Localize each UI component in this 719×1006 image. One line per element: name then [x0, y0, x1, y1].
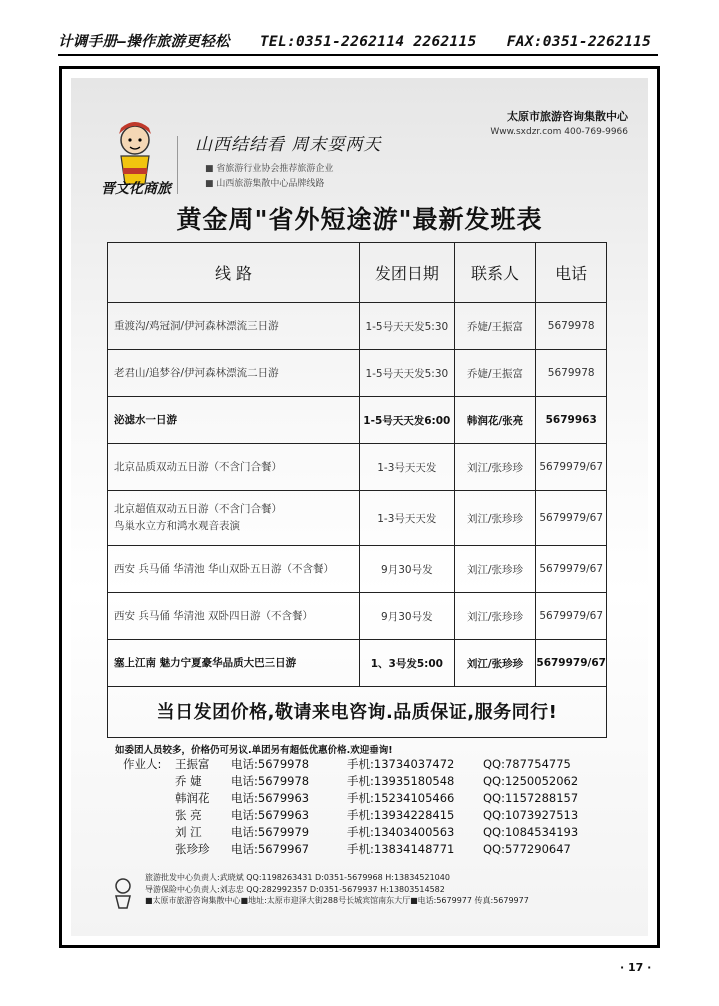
brand-points — [205, 162, 333, 192]
page-header — [58, 30, 658, 56]
footer-line: ■太原市旅游咨询集散中心■地址:太原市迎泽大街288号长城宾馆南东大厅■电话:5679977 传真:5679977 — [145, 896, 529, 905]
logo-text: 晋文化商旅 — [101, 181, 171, 197]
contact-row — [123, 773, 578, 790]
divider — [177, 136, 178, 194]
date-cell: 1-5号天天发5:30 — [359, 303, 454, 350]
date-cell: 9月30号发 — [359, 593, 454, 640]
contact-row — [123, 824, 578, 841]
header-fax: FAX:0351-2262115 — [506, 34, 652, 50]
date-cell: 1-5号天天发6:00 — [359, 397, 454, 444]
mobile-label: 手机: — [347, 808, 374, 822]
date-cell: 1-5号天天发5:30 — [359, 350, 454, 397]
agency-web: Www.sxdzr.com 400-769-9966 — [490, 127, 628, 137]
contact-tel: 5679963 — [257, 791, 310, 805]
route-cell — [108, 491, 360, 546]
contact-qq: 1157288157 — [504, 791, 579, 805]
contact-row — [123, 841, 578, 858]
contact-qq: 1073927513 — [504, 808, 579, 822]
group-note: 如委团人员较多，价格仍可另议.单团另有超低优惠价格.欢迎垂询! — [115, 745, 393, 756]
contact-mobile: 13935180548 — [373, 774, 455, 788]
phone-cell: 5679978 — [536, 350, 607, 397]
contact-name: 乔 婕 — [175, 774, 202, 788]
mobile-label: 手机: — [347, 825, 374, 839]
contact-qq: 577290647 — [504, 842, 571, 856]
route-line: 北京超值双动五日游（不含门合餐） — [114, 503, 282, 515]
table-row — [108, 640, 607, 687]
contact-name: 刘 江 — [175, 825, 202, 839]
route-cell: 西安 兵马俑 华清池 双卧四日游（不含餐） — [108, 593, 360, 640]
col-date: 发团日期 — [359, 243, 454, 303]
page-number: · 17 · — [620, 961, 652, 974]
contact-name: 张珍珍 — [175, 842, 210, 856]
footer-line: 旅游批发中心负责人:武晓斌 QQ:1198263431 D:0351-5679968 H:13834521040 — [145, 873, 450, 882]
phone-cell: 5679979/67 — [536, 546, 607, 593]
headline: 黄金周"省外短途游"最新发班表 — [176, 205, 543, 234]
contact-cell: 刘江/张珍珍 — [454, 640, 536, 687]
contact-row — [123, 756, 578, 773]
table-row — [108, 397, 607, 444]
footer-line: 导游保险中心负责人:刘志忠 QQ:282992357 D:0351-5679937 H:13803514582 — [145, 884, 445, 894]
mobile-label: 手机: — [347, 757, 374, 771]
ad-frame — [59, 66, 660, 948]
qq-label: QQ: — [483, 842, 505, 856]
table-header-row — [108, 243, 607, 303]
contact-tel: 5679979 — [257, 825, 310, 839]
contact-tel: 5679978 — [257, 774, 310, 788]
price-banner: 当日发团价格,敬请来电咨询.品质保证,服务同行! — [107, 684, 607, 738]
table-row — [108, 350, 607, 397]
phone-cell: 5679979/67 — [536, 593, 607, 640]
table-row — [108, 303, 607, 350]
contact-mobile: 13934228415 — [373, 808, 455, 822]
contact-cell: 刘江/张珍珍 — [454, 593, 536, 640]
contact-name: 张 亮 — [175, 808, 202, 822]
tel-label: 电话: — [231, 808, 258, 822]
route-line-2: 鸟巢水立方和鸿水观音表演 — [114, 520, 240, 532]
contact-cell: 乔婕/王振富 — [454, 350, 536, 397]
contact-qq: 1084534193 — [504, 825, 579, 839]
date-cell: 1-3号天天发 — [359, 444, 454, 491]
footer — [111, 872, 611, 920]
phone-cell: 5679979/67 — [536, 444, 607, 491]
slogan: 山西结结看 周末耍两天 — [195, 135, 382, 155]
date-cell: 1-3号天天发 — [359, 491, 454, 546]
phone-cell: 5679963 — [536, 397, 607, 444]
contact-mobile: 13834148771 — [373, 842, 455, 856]
contact-tel: 5679978 — [257, 757, 310, 771]
mobile-label: 手机: — [347, 774, 374, 788]
contact-tel: 5679967 — [257, 842, 310, 856]
contact-cell: 刘江/张珍珍 — [454, 444, 536, 491]
table-row — [108, 444, 607, 491]
tel-label: 电话: — [231, 791, 258, 805]
mobile-label: 手机: — [347, 791, 374, 805]
route-cell: 泌滤水一日游 — [108, 397, 360, 444]
phone-cell: 5679979/67 — [536, 491, 607, 546]
footer-lines — [145, 872, 529, 907]
table-row — [108, 546, 607, 593]
qq-label: QQ: — [483, 808, 505, 822]
col-phone: 电话 — [536, 243, 607, 303]
contact-row — [123, 807, 578, 824]
contact-mobile: 13734037472 — [373, 757, 455, 771]
date-cell: 9月30号发 — [359, 546, 454, 593]
contact-cell: 韩润花/张亮 — [454, 397, 536, 444]
col-route: 线 路 — [108, 243, 360, 303]
contact-cell: 刘江/张珍珍 — [454, 546, 536, 593]
qq-label: QQ: — [483, 791, 505, 805]
contacts-label: 作业人: — [123, 757, 162, 771]
contacts-list — [123, 756, 578, 858]
contact-row — [123, 790, 578, 807]
contact-mobile: 15234105466 — [373, 791, 455, 805]
date-cell: 1、3号发5:00 — [359, 640, 454, 687]
schedule-table — [107, 242, 607, 687]
qq-label: QQ: — [483, 825, 505, 839]
contact-name: 韩润花 — [175, 791, 210, 805]
route-cell: 重渡沟/鸡冠洞/伊河森林漂流三日游 — [108, 303, 360, 350]
route-cell: 西安 兵马俑 华清池 华山双卧五日游（不含餐） — [108, 546, 360, 593]
phone-cell: 5679979/67 — [536, 640, 607, 687]
mobile-label: 手机: — [347, 842, 374, 856]
brand-point: ■ 山西旅游集散中心品牌线路 — [205, 177, 333, 192]
qq-label: QQ: — [483, 774, 505, 788]
header-title: 计调手册—操作旅游更轻松 — [58, 34, 230, 50]
footer-logo-icon — [111, 876, 135, 912]
route-cell: 老君山/追梦谷/伊河森林漂流二日游 — [108, 350, 360, 397]
agency-name: 太原市旅游咨询集散中心 — [507, 110, 628, 123]
tel-label: 电话: — [231, 757, 258, 771]
contact-qq: 1250052062 — [504, 774, 579, 788]
header-tel: TEL:0351-2262114 2262115 — [259, 34, 477, 50]
tel-label: 电话: — [231, 842, 258, 856]
contact-qq: 787754775 — [504, 757, 571, 771]
route-cell: 塞上江南 魅力宁夏豪华品质大巴三日游 — [108, 640, 360, 687]
col-contact: 联系人 — [454, 243, 536, 303]
contact-cell: 乔婕/王振富 — [454, 303, 536, 350]
route-cell: 北京品质双动五日游（不含门合餐） — [108, 444, 360, 491]
ad-panel — [71, 78, 648, 936]
contact-cell: 刘江/张珍珍 — [454, 491, 536, 546]
contact-mobile: 13403400563 — [373, 825, 455, 839]
agency-block — [490, 108, 628, 137]
contact-name: 王振富 — [175, 757, 210, 771]
contact-tel: 5679963 — [257, 808, 310, 822]
table-row — [108, 593, 607, 640]
table-row — [108, 491, 607, 546]
qq-label: QQ: — [483, 757, 505, 771]
tel-label: 电话: — [231, 774, 258, 788]
brand-point: ■ 省旅游行业协会推荐旅游企业 — [205, 162, 333, 177]
phone-cell: 5679978 — [536, 303, 607, 350]
tel-label: 电话: — [231, 825, 258, 839]
